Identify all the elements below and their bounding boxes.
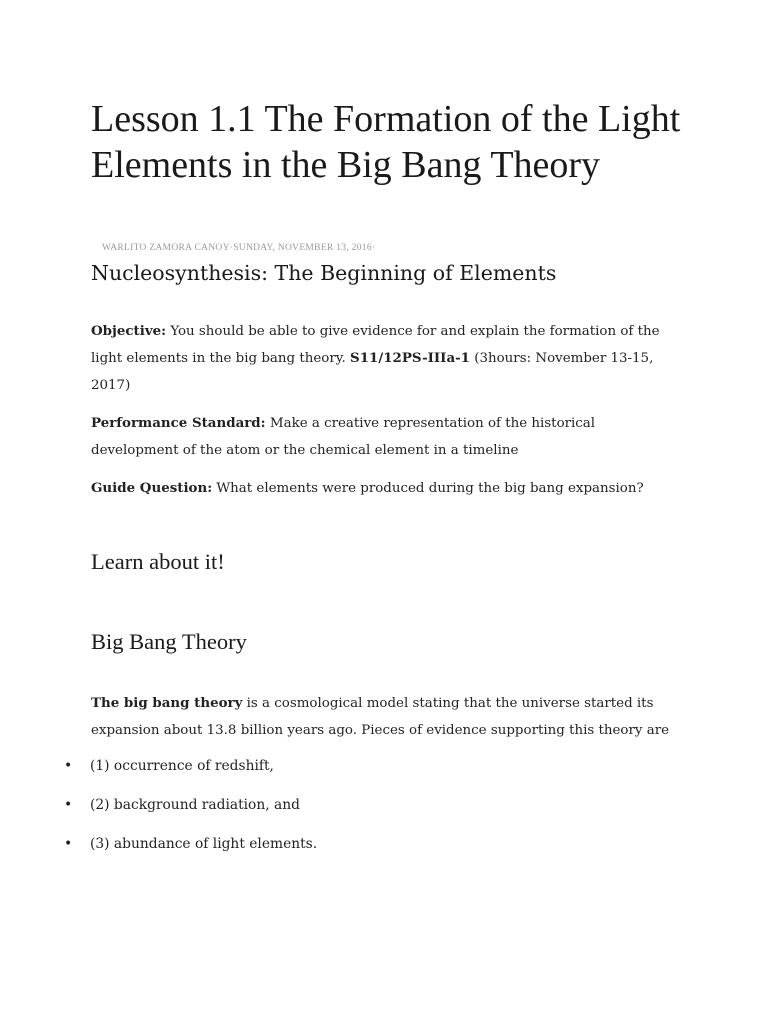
evidence-item-light-elements: (3) abundance of light elements. [90, 836, 318, 852]
article-subtitle: Nucleosynthesis: The Beginning of Elements [91, 261, 557, 285]
objective-text: You should be able to give evidence for and explain the formation of the light elements in the big bang theory. [91, 324, 660, 366]
competency-code: S11/12PS-IIIa-1 [350, 350, 470, 366]
guide-question-label: Guide Question: [91, 480, 213, 496]
list-item [64, 831, 664, 870]
list-item [64, 792, 664, 831]
evidence-list [64, 753, 664, 870]
big-bang-theory-heading: Big Bang Theory [91, 629, 247, 654]
objective-paragraph [91, 318, 681, 399]
performance-standard-text: Make a creative representation of the historical development of the atom or the chemical element in a timeline [91, 416, 596, 458]
objective-duration: (3hours: November 13-15, 2017) [91, 351, 654, 393]
evidence-item-background-radiation: (2) background radiation, and [90, 797, 300, 813]
article-byline: WARLITO ZAMORA CANOY·SUNDAY, NOVEMBER 13, 2016· [102, 243, 376, 253]
performance-standard-label: Performance Standard: [91, 415, 266, 431]
learn-about-it-heading: Learn about it! [91, 549, 225, 574]
article-title: Lesson 1.1 The Formation of the Light Elements in the Big Bang Theory [91, 98, 681, 186]
bullet-icon: • [64, 797, 73, 813]
big-bang-theory-term: The big bang theory [91, 695, 243, 711]
big-bang-theory-paragraph [91, 690, 681, 744]
bullet-icon: • [64, 836, 73, 852]
performance-standard-paragraph [91, 410, 681, 464]
guide-question-text: What elements were produced during the big bang expansion? [212, 481, 644, 496]
list-item [64, 753, 664, 792]
big-bang-theory-definition: is a cosmological model stating that the universe started its expansion about 13.8 billion years ago. Pieces of evidence supporting this theory are [91, 696, 670, 738]
evidence-item-redshift: (1) occurrence of redshift, [90, 758, 274, 774]
objective-label: Objective: [91, 323, 167, 339]
guide-question-paragraph [91, 475, 681, 502]
bullet-icon: • [64, 758, 73, 774]
